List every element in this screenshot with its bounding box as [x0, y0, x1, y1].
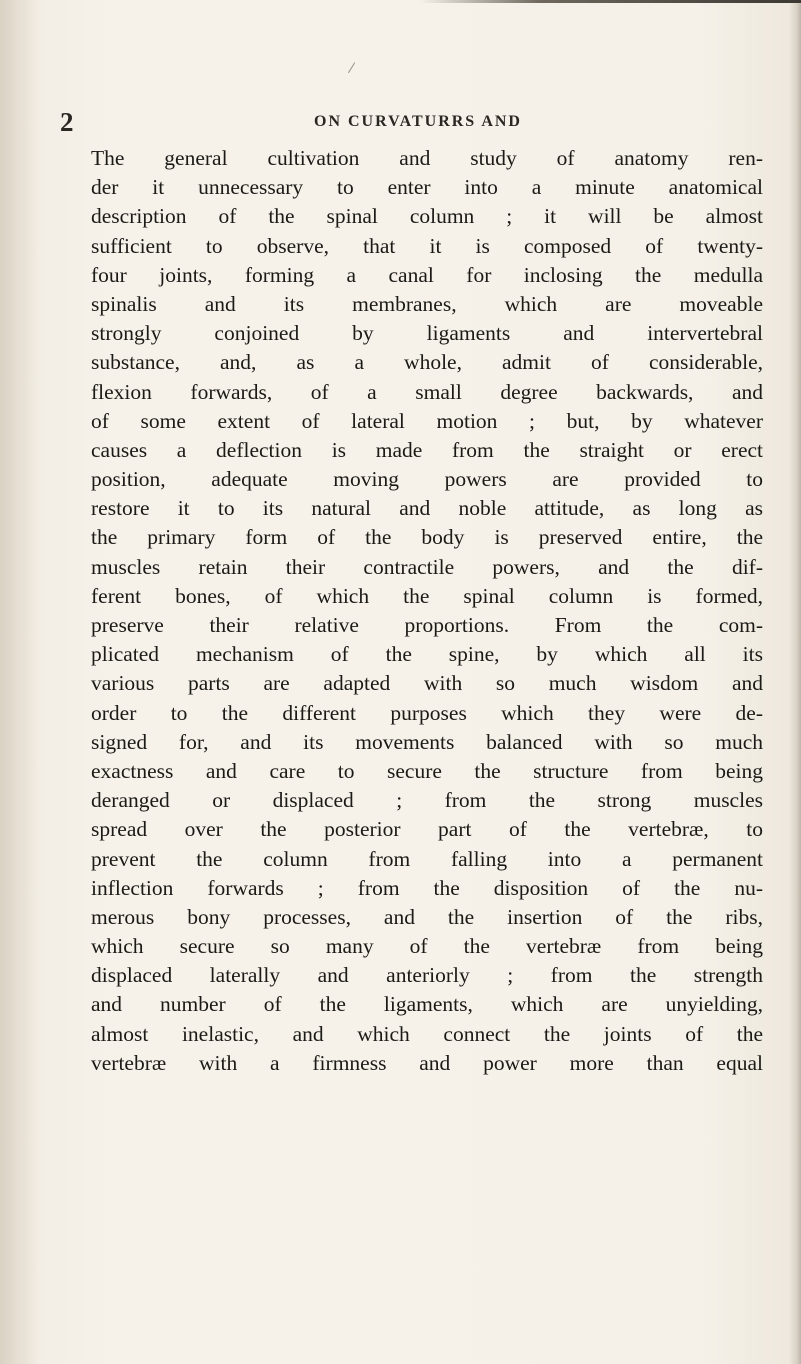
text-line: four joints, forming a canal for inclosing the medulla	[91, 262, 763, 287]
text-line: merous bony processes, and the insertion of the ribs,	[91, 904, 763, 929]
running-head: ON CURVATURRS AND	[314, 113, 522, 130]
text-line: the primary form of the body is preserved entire, the	[91, 525, 763, 550]
text-line: The general cultivation and study of anatomy ren-	[91, 146, 763, 170]
text-line: substance, and, as a whole, admit of considerable,	[91, 350, 763, 375]
text-line: muscles retain their contractile powers, and the dif-	[91, 554, 763, 579]
text-line: causes a deflection is made from the straight or erect	[91, 437, 763, 462]
stray-pencil-mark	[348, 62, 356, 73]
text-line: spinalis and its membranes, which are moveable	[91, 291, 763, 316]
top-edge-line	[420, 0, 801, 3]
text-line: displaced laterally and anteriorly ; from the strength	[91, 963, 763, 988]
text-line: description of the spinal column ; it will be almost	[91, 204, 763, 229]
gutter-shadow	[0, 0, 38, 1364]
text-line: various parts are adapted with so much wisdom and	[91, 671, 763, 696]
text-line: of some extent of lateral motion ; but, by whatever	[91, 408, 763, 433]
text-line: preserve their relative proportions. From the com-	[91, 613, 763, 637]
text-line: inflection forwards ; from the disposition of the nu-	[91, 875, 763, 900]
page-number: 2	[60, 107, 74, 137]
page-edge	[789, 0, 801, 1364]
text-line: strongly conjoined by ligaments and intervertebral	[91, 321, 763, 346]
text-line: and number of the ligaments, which are unyielding,	[91, 992, 763, 1017]
text-line: deranged or displaced ; from the strong muscles	[91, 788, 763, 813]
text-line: position, adequate moving powers are provided to	[91, 467, 763, 492]
text-line: plicated mechanism of the spine, by which all its	[91, 642, 763, 667]
text-line: sufficient to observe, that it is composed of twenty-	[91, 233, 763, 258]
page-header	[60, 106, 760, 138]
text-line: which secure so many of the vertebræ from being	[91, 934, 763, 959]
text-line: exactness and care to secure the structure from being	[91, 758, 763, 783]
text-line: prevent the column from falling into a permanent	[91, 846, 763, 871]
body-paragraph	[91, 144, 763, 1078]
text-line: almost inelastic, and which connect the joints of the	[91, 1021, 763, 1046]
text-line: spread over the posterior part of the vertebræ, to	[91, 817, 763, 842]
text-line: order to the different purposes which they were de-	[91, 700, 763, 725]
text-line: der it unnecessary to enter into a minute anatomical	[91, 175, 763, 200]
text-line: vertebræ with a firmness and power more than equal	[91, 1050, 763, 1075]
text-line: ferent bones, of which the spinal column is formed,	[91, 583, 763, 608]
text-line: restore it to its natural and noble attitude, as long as	[91, 496, 763, 521]
text-line: signed for, and its movements balanced with so much	[91, 729, 763, 754]
text-line: flexion forwards, of a small degree backwards, and	[91, 379, 763, 404]
